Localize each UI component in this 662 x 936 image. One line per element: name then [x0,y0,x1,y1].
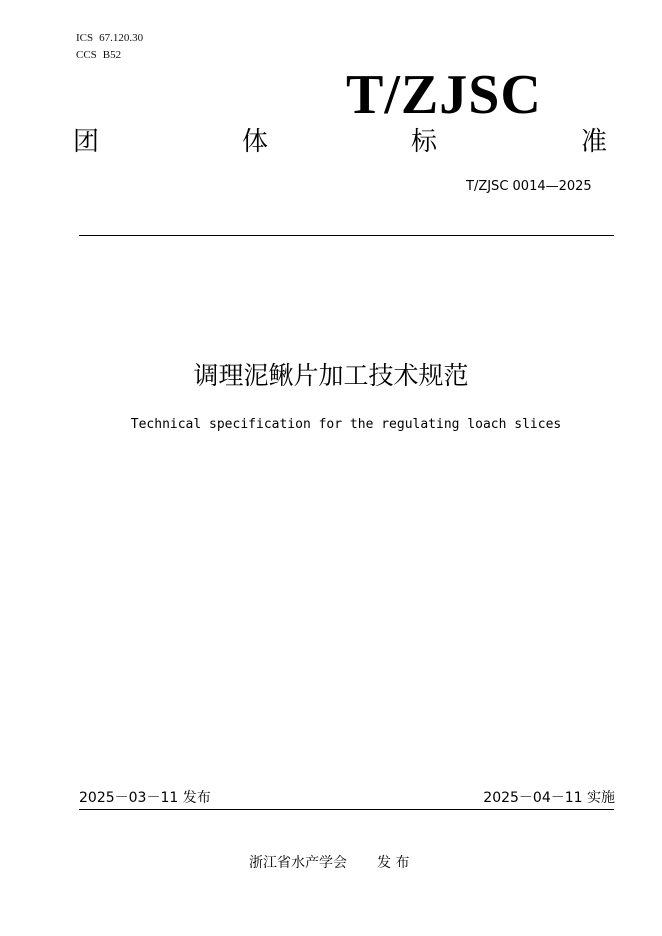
ccs-code [76,49,121,62]
ics-label: ICS [76,32,94,44]
standard-number: T/ZJSC 0014—2025 [466,179,592,194]
issue-date: 2025－03－11 发布 [79,790,211,806]
ccs-label: CCS [76,49,97,61]
bottom-divider [79,809,614,810]
doc-type-char-3: 标 [411,127,438,157]
ccs-value: B52 [102,49,122,61]
publish-action: 发 布 [377,855,410,871]
doc-type-char-2: 体 [242,127,269,157]
implementation-date: 2025－04－11 实施 [483,790,615,806]
publisher-line [249,855,409,872]
doc-type-char-4: 准 [581,127,608,157]
top-divider [79,235,614,236]
ics-value: 67.120.30 [99,32,144,44]
document-title-en: Technical specification for the regulating loach slices [130,417,562,432]
ics-code [76,32,143,45]
brand-logo-text: T/ZJSC [346,64,542,126]
doc-type-char-1: 团 [73,127,100,157]
document-title-cn: 调理泥鳅片加工技术规范 [193,361,469,390]
publisher-name: 浙江省水产学会 [249,855,347,871]
